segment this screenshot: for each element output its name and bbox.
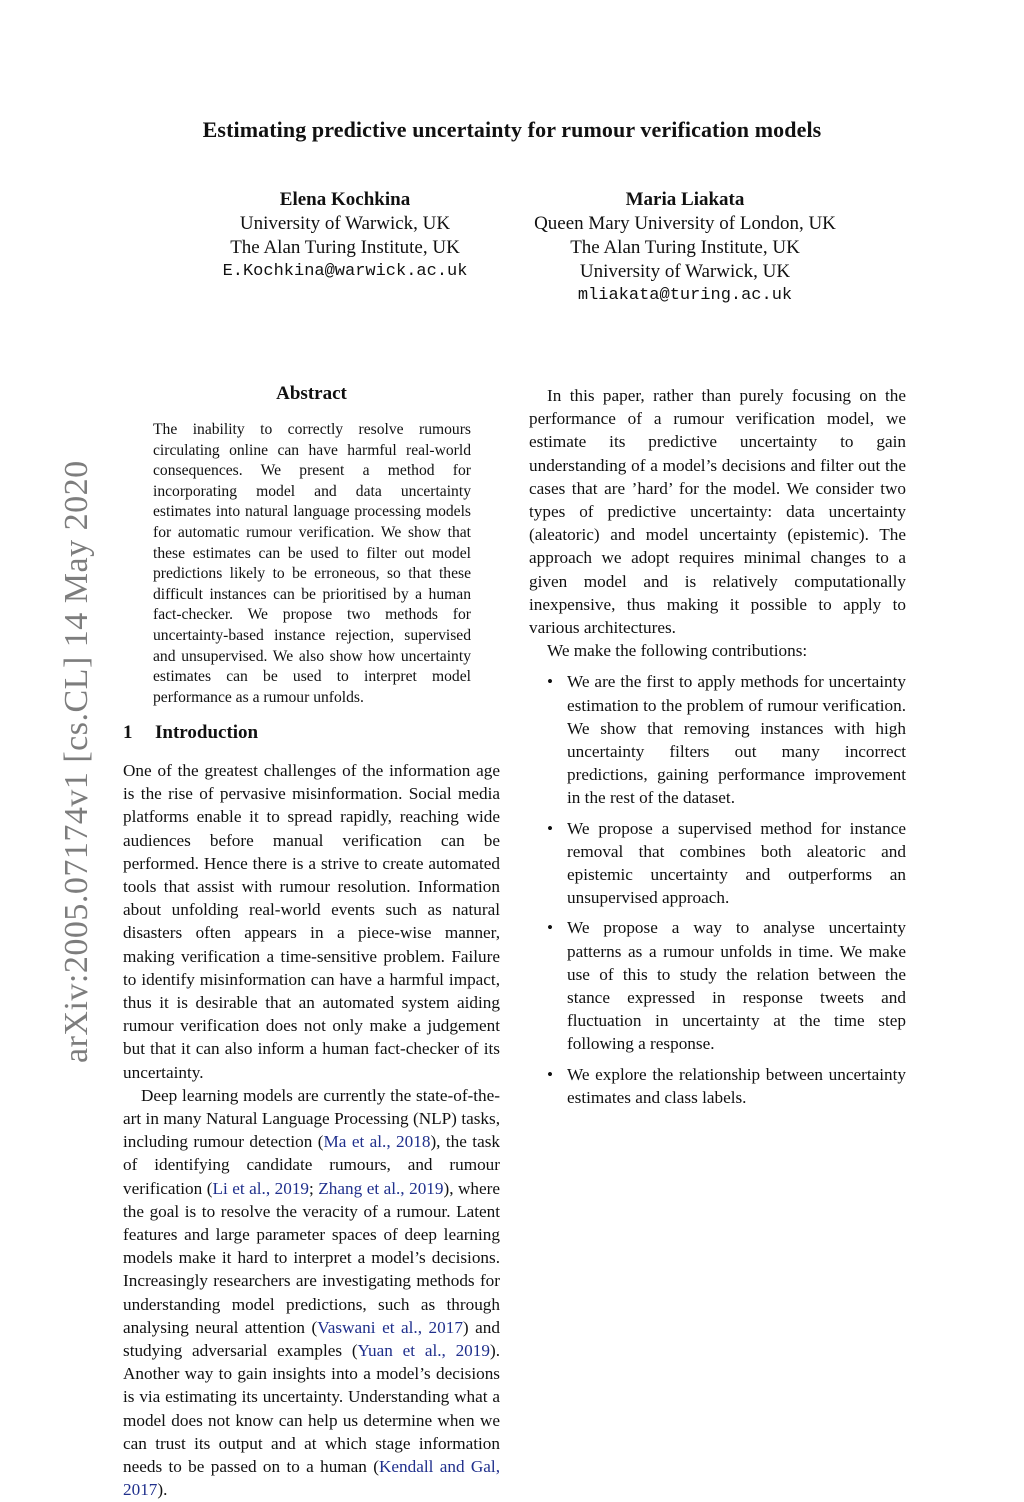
intro-paragraph-2-part-1 bbox=[123, 1084, 500, 1502]
text-run: Deep learning models are currently the state-of-the-art in many Natural Language Processing (NLP) tasks, including rumour detection ( bbox=[123, 1085, 500, 1152]
citation-link[interactable]: Vaswani et al., 2017 bbox=[317, 1317, 463, 1337]
section-number: 1 bbox=[123, 722, 133, 743]
abstract-heading: Abstract bbox=[276, 383, 347, 404]
text-run: ). Another way to gain insights into a model’s decisions is via estimating its uncertainty. Understanding what a model does not know can help us determine when we can trust its output and at which stage information needs to be passed on to a human ( bbox=[123, 1341, 500, 1477]
author-affiliation: The Alan Turing Institute, UK bbox=[230, 237, 460, 258]
list-item-text: We propose a way to analyse uncertainty patterns as a rumour unfolds in time. We make use of this to study the relation between the stance expressed in response tweets and fluctuation in uncertainty at the time step following a response. bbox=[567, 918, 906, 1054]
contributions-list bbox=[529, 670, 906, 1109]
text-run: ). bbox=[157, 1480, 168, 1500]
text-run: ), where the goal is to resolve the veracity of a rumour. Latent features and large parameter spaces of deep learning models make it hard to interpret a model’s decisions. Increasingly researchers are investigating methods for understanding model predictions, such as through analysing neural attention ( bbox=[123, 1178, 500, 1337]
author-affiliation: University of Warwick, UK bbox=[579, 261, 791, 282]
author-email[interactable]: mliakata@turing.ac.uk bbox=[577, 286, 793, 305]
author-email[interactable]: E.Kochkina@warwick.ac.uk bbox=[222, 262, 468, 281]
text-run: ), the task of identifying candidate rumours, and rumour verification ( bbox=[123, 1132, 500, 1198]
right-column bbox=[529, 384, 906, 1116]
bullet-icon: • bbox=[547, 918, 554, 938]
author-affiliation: University of Warwick, UK bbox=[239, 213, 451, 234]
citation-link[interactable]: Ma et al., 2018 bbox=[323, 1132, 431, 1152]
author-affiliation: Queen Mary University of London, UK bbox=[534, 213, 836, 234]
list-item bbox=[529, 916, 906, 1055]
list-item-text: We propose a supervised method for instance removal that combines both aleatoric and epistemic uncertainty and outperforms an unsupervised approach. bbox=[567, 818, 906, 908]
abstract-text: The inability to correctly resolve rumours circulating online can have harmful real-world consequences. We present a method for incorporating model and data uncertainty estimates into natural language processing models for automatic rumour verification. We show that these estimates can be used to filter out model predictions likely to be erroneous, so that these difficult instances can be prioritised by a human fact-checker. We propose two methods for uncertainty-based instance rejection, supervised and unsupervised. We also show how uncertainty estimates can be used to interpret model performance as a rumour unfolds. bbox=[153, 421, 471, 706]
author-affiliation: The Alan Turing Institute, UK bbox=[570, 237, 800, 258]
bullet-icon: • bbox=[547, 818, 554, 838]
citation-link[interactable]: Kendall and Gal, 2017 bbox=[123, 1457, 500, 1500]
author-name: Maria Liakata bbox=[625, 189, 745, 210]
author-name: Elena Kochkina bbox=[279, 189, 411, 210]
bullet-icon: • bbox=[547, 672, 554, 692]
list-item bbox=[529, 1063, 906, 1109]
author-block-1 bbox=[195, 188, 495, 284]
intro-paragraph-4: We make the following contributions: bbox=[547, 641, 808, 661]
list-item-text: We explore the relationship between uncertainty estimates and class labels. bbox=[567, 1064, 906, 1107]
section-heading bbox=[123, 722, 258, 744]
text-run: ) and studying adversarial examples ( bbox=[123, 1317, 500, 1361]
citation-link[interactable]: Yuan et al., 2019 bbox=[357, 1341, 490, 1361]
list-item bbox=[529, 670, 906, 809]
text-run: ; bbox=[309, 1178, 319, 1198]
citation-link[interactable]: Li et al., 2019 bbox=[212, 1178, 310, 1198]
intro-paragraph-1: One of the greatest challenges of the information age is the rise of pervasive misinformation. Social media platforms enable it to spread rapidly, reaching wide audiences before manual verification can be performed. Hence there is a strive to create automated tools that assist with rumour resolution. Information about unfolding real-world events such as natural disasters often appears in a piece-wise manner, making verification a time-sensitive problem. Failure to identify misinformation can have a harmful impact, thus it is desirable that an automated system aiding rumour verification does not only make a judgement but that it can also inform a human fact-checker of its uncertainty. bbox=[123, 761, 500, 1082]
left-column bbox=[123, 759, 500, 1502]
list-item bbox=[529, 817, 906, 910]
arxiv-identifier: arXiv:2005.07174v1 [cs.CL] 14 May 2020 bbox=[58, 460, 95, 1063]
section-title: Introduction bbox=[155, 722, 259, 743]
paper-title: Estimating predictive uncertainty for rumour verification models bbox=[202, 117, 822, 142]
author-block-2 bbox=[510, 188, 860, 308]
citation-link[interactable]: Zhang et al., 2019 bbox=[318, 1178, 444, 1198]
list-item-text: We are the first to apply methods for uncertainty estimation to the problem of rumour verification. We show that removing instances with high uncertainty filters out many incorrect predictions, gaining performance improvement in the rest of the dataset. bbox=[567, 672, 906, 808]
intro-paragraph-3: In this paper, rather than purely focusing on the performance of a rumour verification model, we estimate its predictive uncertainty to gain understanding of a model’s decisions and filter out the cases that are ’hard’ for the model. We consider two types of predictive uncertainty: data uncertainty (aleatoric) and model uncertainty (epistemic). The approach we adopt requires minimal changes to a given model and is relatively computationally inexpensive, thus making it possible to apply to various architectures. bbox=[529, 386, 906, 638]
bullet-icon: • bbox=[547, 1064, 554, 1084]
